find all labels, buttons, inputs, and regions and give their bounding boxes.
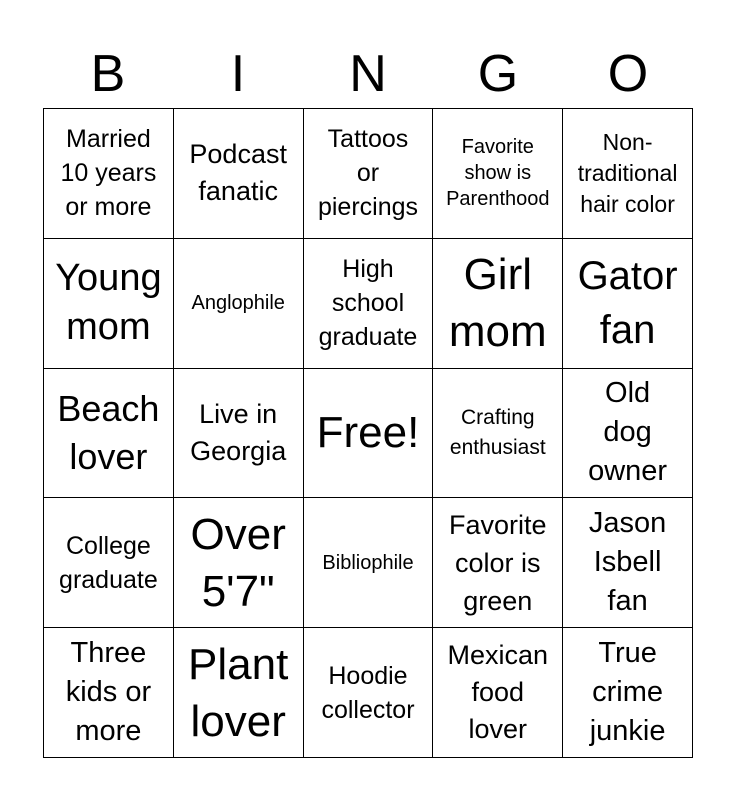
- bingo-cell-live-in-georgia[interactable]: [174, 369, 304, 499]
- cell-label: True crime junkie: [589, 637, 666, 748]
- bingo-cell-gator-fan[interactable]: [563, 239, 693, 369]
- bingo-cell-tattoos-piercings[interactable]: [304, 109, 434, 239]
- cell-label: Girl mom: [448, 250, 547, 357]
- cell-label: Tattoos or piercings: [317, 125, 419, 222]
- bingo-cell-bibliophile[interactable]: [304, 498, 434, 628]
- cell-label: Free!: [316, 408, 420, 458]
- cell-label: Anglophile: [191, 292, 285, 315]
- cell-label: Gator fan: [577, 254, 678, 353]
- cell-label: Bibliophile: [322, 551, 414, 574]
- cell-label: Non- traditional hair color: [577, 128, 678, 217]
- bingo-cell-plant-lover[interactable]: [174, 628, 304, 758]
- header-letter-o: O: [607, 45, 649, 103]
- cell-label: Hoodie collector: [321, 661, 415, 724]
- bingo-cell-anglophile[interactable]: [174, 239, 304, 369]
- header-letter-n: N: [349, 45, 387, 103]
- header-letter-i: I: [230, 45, 246, 103]
- bingo-cell-three-kids[interactable]: [44, 628, 174, 758]
- header-letter-b: B: [90, 45, 126, 103]
- bingo-cell-high-school-graduate[interactable]: [304, 239, 434, 369]
- cell-label: High school graduate: [318, 255, 418, 352]
- bingo-cell-non-traditional-hair[interactable]: [563, 109, 693, 239]
- cell-label: Jason Isbell fan: [588, 507, 667, 618]
- cell-label: Young mom: [55, 257, 162, 349]
- header-letter-g: G: [477, 45, 519, 103]
- cell-label: Podcast fanatic: [189, 139, 287, 207]
- bingo-cell-over-5-7[interactable]: [174, 498, 304, 628]
- bingo-cell-married-10-years[interactable]: [44, 109, 174, 239]
- cell-label: Favorite color is green: [449, 509, 547, 616]
- bingo-cell-free-space[interactable]: [304, 369, 434, 499]
- bingo-cell-jason-isbell-fan[interactable]: [563, 498, 693, 628]
- bingo-cell-old-dog-owner[interactable]: [563, 369, 693, 499]
- bingo-cell-girl-mom[interactable]: [433, 239, 563, 369]
- bingo-cell-true-crime-junkie[interactable]: [563, 628, 693, 758]
- cell-label: Married 10 years or more: [60, 125, 157, 222]
- cell-label: Live in Georgia: [190, 398, 287, 466]
- bingo-grid: [43, 108, 693, 758]
- bingo-cell-hoodie-collector[interactable]: [304, 628, 434, 758]
- bingo-cell-favorite-show-parenthood[interactable]: [433, 109, 563, 239]
- bingo-cell-favorite-color-green[interactable]: [433, 498, 563, 628]
- bingo-cell-beach-lover[interactable]: [44, 369, 174, 499]
- bingo-cell-crafting-enthusiast[interactable]: [433, 369, 563, 499]
- cell-label: Mexican food lover: [447, 640, 549, 745]
- cell-label: Crafting enthusiast: [449, 405, 546, 459]
- bingo-cell-podcast-fanatic[interactable]: [174, 109, 304, 239]
- bingo-header: [43, 40, 693, 108]
- bingo-cell-young-mom[interactable]: [44, 239, 174, 369]
- cell-label: Three kids or more: [65, 637, 152, 748]
- cell-label: Beach lover: [57, 387, 160, 477]
- bingo-cell-mexican-food-lover[interactable]: [433, 628, 563, 758]
- cell-label: Over 5'7": [190, 509, 286, 616]
- cell-label: College graduate: [59, 531, 158, 594]
- cell-label: Plant lover: [188, 639, 289, 746]
- cell-label: Old dog owner: [588, 377, 668, 488]
- bingo-cell-college-graduate[interactable]: [44, 498, 174, 628]
- cell-label: Favorite show is Parenthood: [446, 136, 550, 211]
